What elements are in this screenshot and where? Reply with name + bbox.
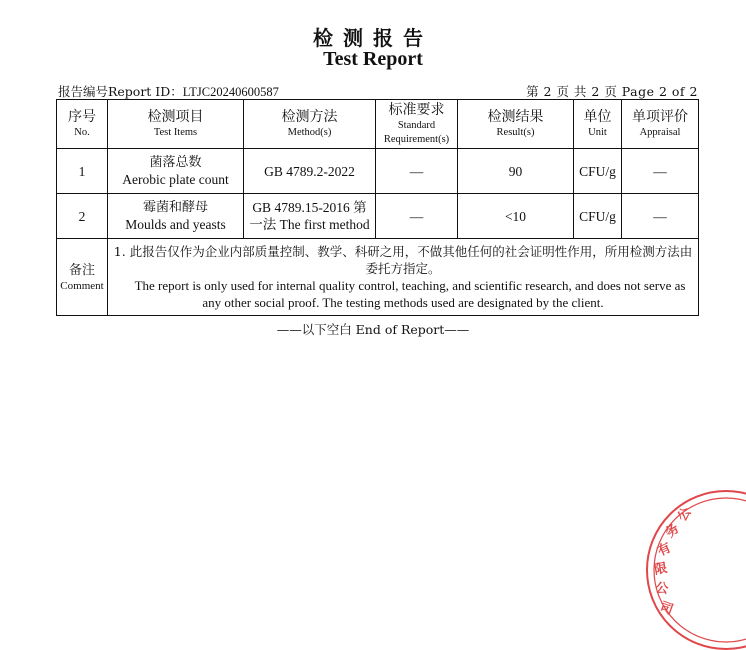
header-item-cn: 检测项目 (147, 108, 204, 125)
header-item (108, 100, 244, 149)
svg-text:公: 公 (654, 581, 669, 598)
row-item-cn: 霉菌和酵母 (142, 200, 208, 215)
row-method (244, 194, 376, 239)
header-standard-en2: Requirement(s) (383, 133, 450, 145)
svg-text:司: 司 (657, 599, 675, 619)
header-unit-en: Unit (588, 126, 607, 138)
svg-text:限: 限 (653, 560, 669, 578)
row-method: GB 4789.2-2022 (244, 149, 376, 194)
row-unit: CFU/g (574, 194, 622, 239)
header-result-cn: 检测结果 (487, 108, 544, 125)
row-unit: CFU/g (574, 149, 622, 194)
table-row (57, 194, 699, 239)
header-appraisal-cn: 单项评价 (632, 108, 688, 125)
header-no-en: No. (74, 126, 90, 138)
header-standard-cn: 标准要求 (388, 101, 445, 118)
header-item-en: Test Items (153, 126, 198, 138)
results-table (56, 99, 699, 316)
row-appraisal: — (622, 194, 699, 239)
svg-text:公: 公 (674, 505, 695, 525)
header-method (244, 100, 376, 149)
header-method-cn: 检测方法 (281, 108, 338, 125)
header-standard (376, 100, 458, 149)
seal-icon (646, 490, 746, 650)
comment-text (108, 239, 699, 316)
header-appraisal (622, 100, 699, 149)
row-item (108, 149, 244, 194)
page-number: 第 2 页 共 2 页 Page 2 of 2 (526, 84, 698, 99)
row-method-line1: GB 4789.15-2016 第 (252, 200, 367, 215)
row-standard: — (376, 194, 458, 239)
svg-text:有: 有 (655, 540, 674, 560)
header-unit (574, 100, 622, 149)
table-header-row (57, 100, 699, 149)
header-appraisal-en: Appraisal (639, 126, 681, 138)
row-item-en: Moulds and yeasts (125, 217, 226, 232)
row-item (108, 194, 244, 239)
header-unit-cn: 单位 (583, 108, 612, 125)
row-item-en: Aerobic plate count (122, 172, 229, 187)
company-seal (646, 490, 746, 650)
row-no: 2 (57, 194, 108, 239)
report-title-en: Test Report (323, 48, 423, 70)
row-appraisal: — (622, 149, 699, 194)
comment-text-en: The report is only used for internal quality control, teaching, and scientific research, and does not serve as any other social proof. The testing methods used are designated by the client. (134, 278, 686, 310)
header-no-cn: 序号 (68, 108, 96, 125)
header-result (458, 100, 574, 149)
row-result: 90 (458, 149, 574, 194)
comment-row (57, 239, 699, 316)
row-item-cn: 菌落总数 (149, 155, 202, 170)
report-title-cn: 检测报告 (313, 26, 433, 50)
header-no (57, 100, 108, 149)
row-method-line2: 一法 The first method (249, 217, 370, 232)
header-standard-en1: Standard (397, 119, 436, 131)
report-id-line (58, 82, 279, 100)
row-result: <10 (458, 194, 574, 239)
header-method-en: Method(s) (287, 126, 332, 138)
comment-label-en: Comment (60, 279, 104, 292)
table-row (57, 149, 699, 194)
report-id-label: 报告编号Report ID： (58, 84, 183, 99)
header-result-en: Result(s) (496, 126, 535, 138)
end-of-report: ——以下空白 End of Report—— (276, 322, 470, 337)
comment-text-cn: 1. 此报告仅作为企业内部质量控制、教学、科研之用，不做其他任何的社会证明性作用，所用检测方法由委托方指定。 (113, 244, 693, 276)
row-no: 1 (57, 149, 108, 194)
comment-label-cn: 备注 (68, 262, 95, 278)
row-standard: — (376, 149, 458, 194)
svg-text:务: 务 (662, 521, 683, 542)
report-id-value: LTJC20240600587 (182, 85, 279, 99)
comment-label (57, 239, 108, 316)
